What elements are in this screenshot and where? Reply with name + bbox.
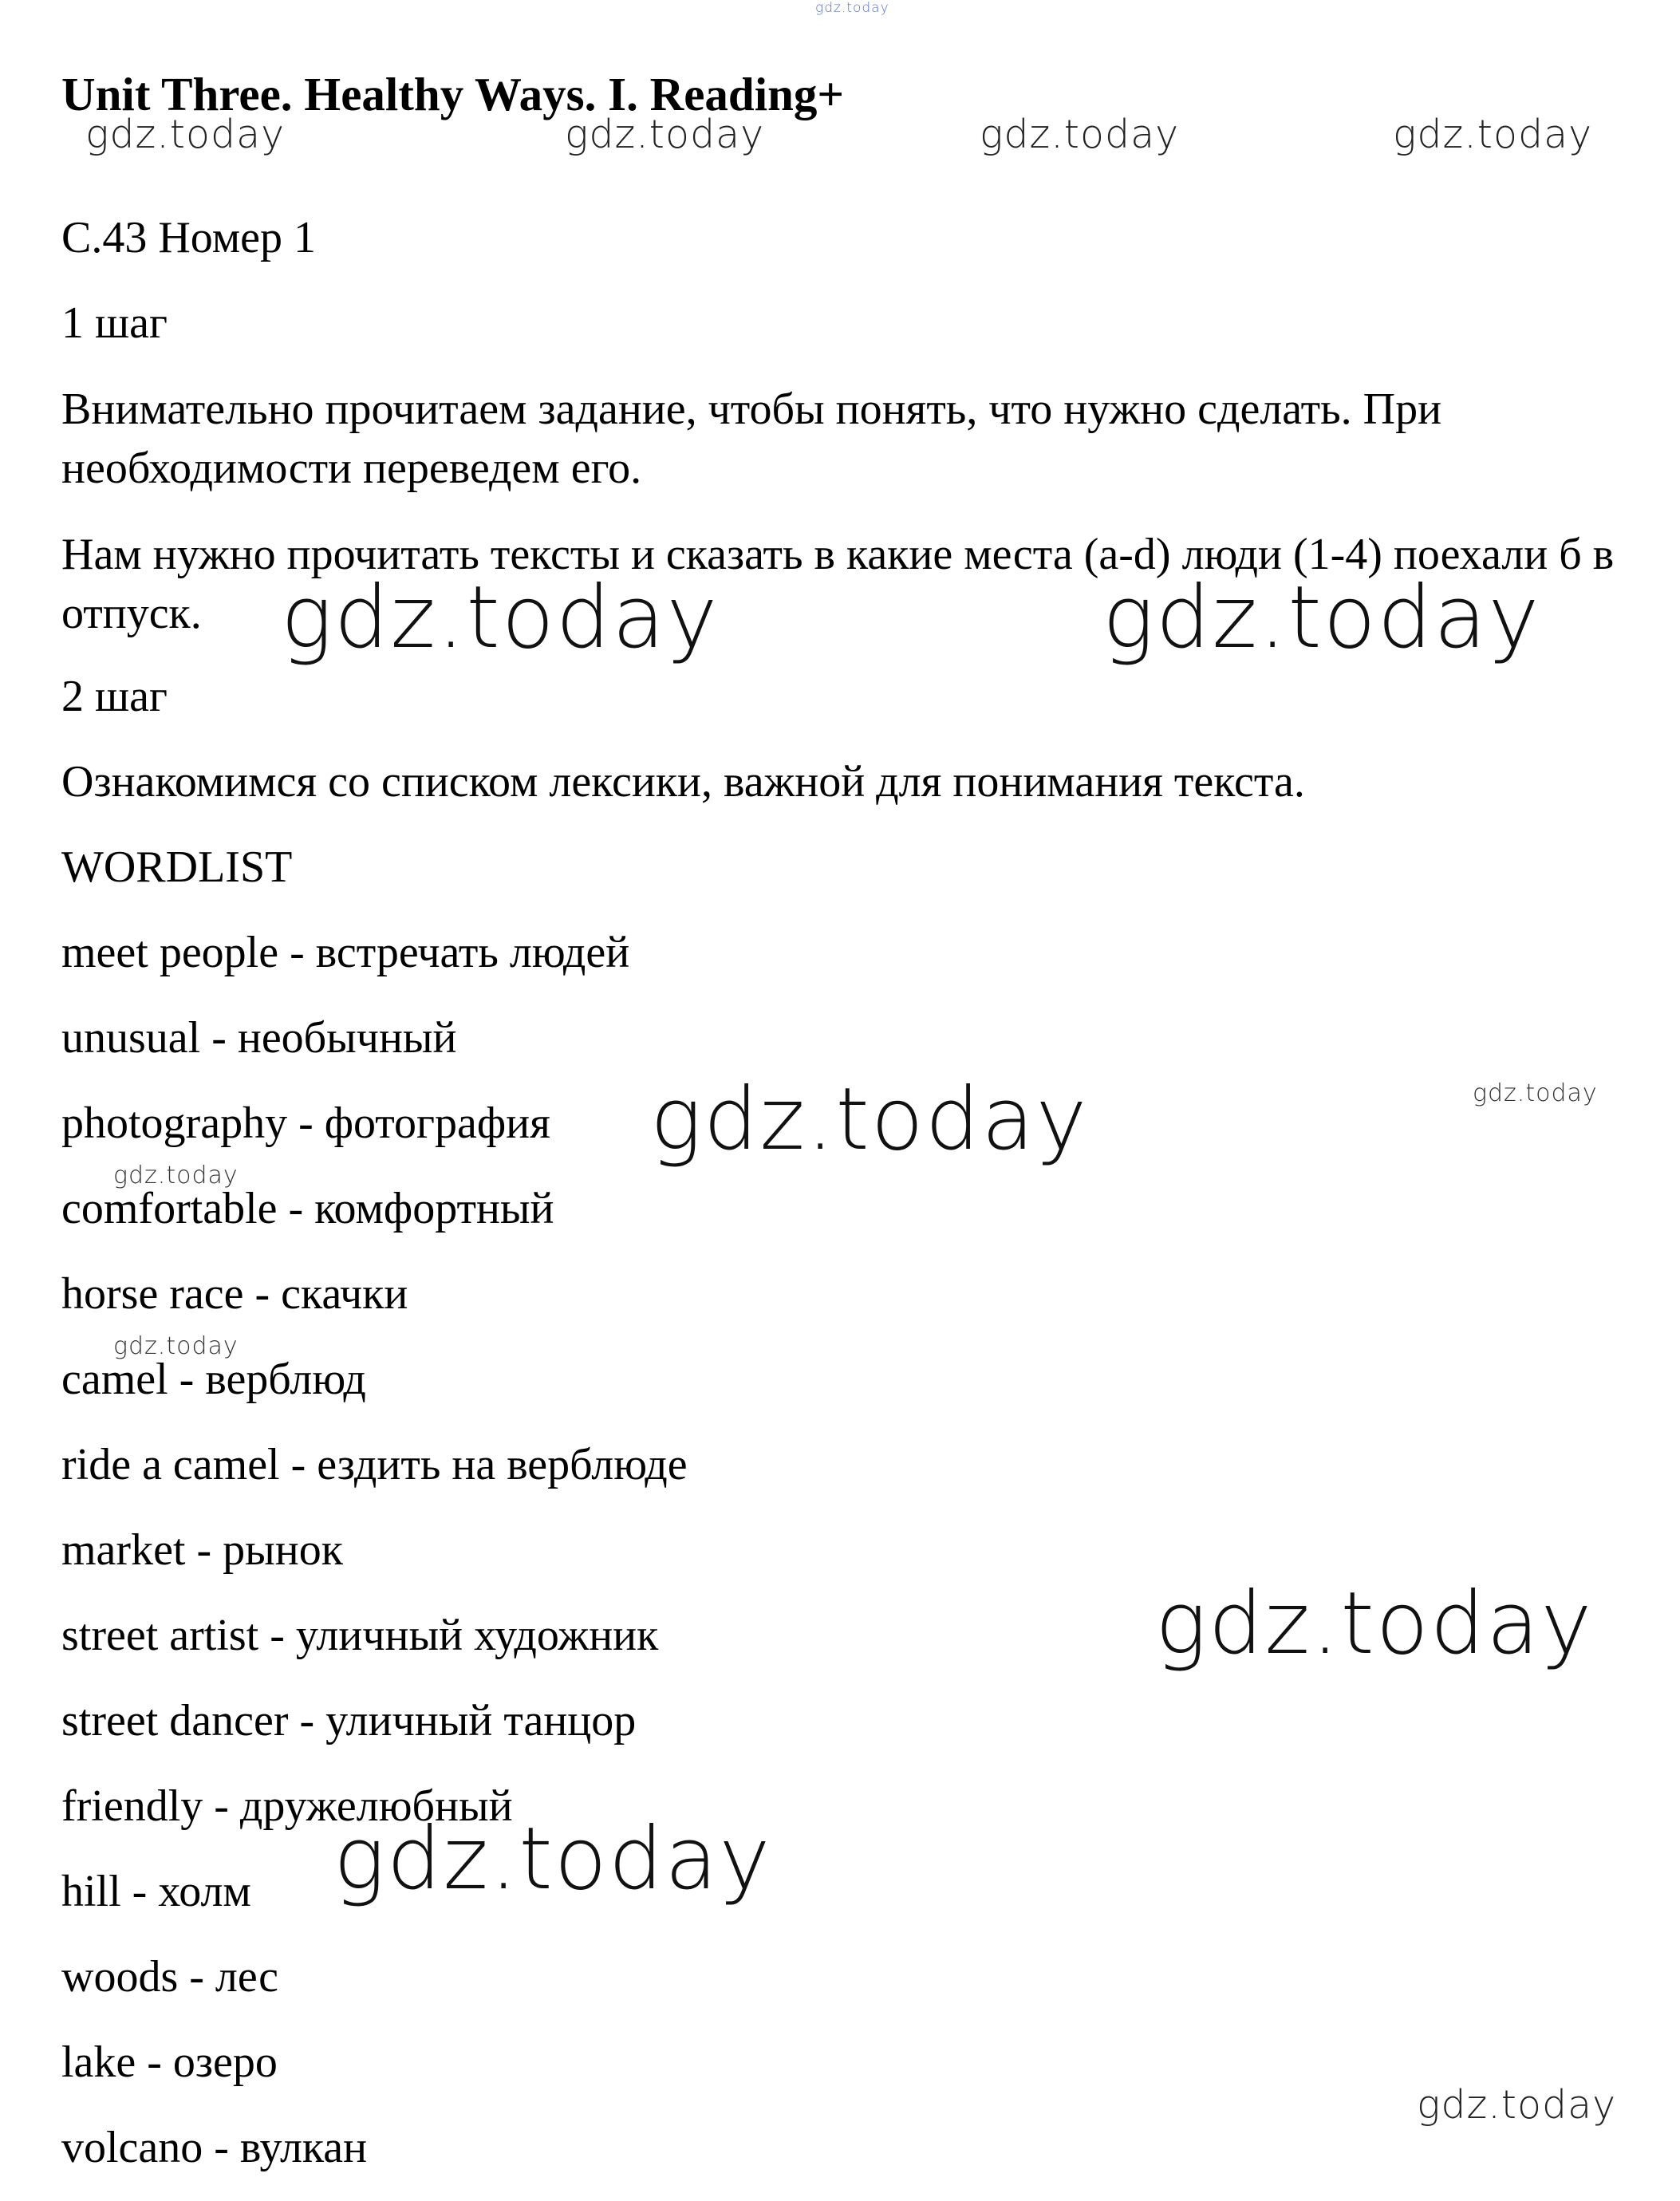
wordlist-item: woods - лес: [61, 1952, 278, 2002]
watermark: gdz.today: [980, 112, 1180, 157]
wordlist-item: unusual - необычный: [61, 1013, 457, 1063]
wordlist-item: market - рынок: [61, 1525, 343, 1575]
watermark: gdz.today: [85, 112, 286, 157]
step-1-label: 1 шаг: [61, 298, 168, 348]
wordlist-item: meet people - встречать людей: [61, 928, 630, 977]
step-1-task-description: Нам нужно прочитать тексты и сказать в какие места (a-d) люди (1-4) поехали б в отпуск.: [61, 530, 1615, 638]
wordlist-item: lake - озеро: [61, 2037, 278, 2087]
watermark: gdz.today: [1417, 2082, 1617, 2128]
watermark: gdz.today: [281, 568, 720, 668]
step-1-paragraph: Внимательно прочитаем задание, чтобы понять, что нужно сделать. При необходимости переведем его.: [61, 385, 1442, 493]
wordlist-item: comfortable - комфортный: [61, 1184, 554, 1233]
watermark: gdz.today: [565, 112, 765, 157]
watermark: gdz.today: [815, 0, 889, 16]
wordlist-item: street dancer - уличный танцор: [61, 1696, 637, 1745]
watermark: gdz.today: [1155, 1574, 1594, 1674]
page-title: Unit Three. Healthy Ways. I. Reading+: [61, 68, 845, 120]
task-reference: С.43 Номер 1: [61, 213, 317, 262]
watermark: gdz.today: [1473, 1079, 1598, 1107]
watermark: gdz.today: [1393, 112, 1593, 157]
wordlist-item: photography - фотография: [61, 1099, 550, 1148]
watermark: gdz.today: [113, 1162, 239, 1189]
watermark: gdz.today: [333, 1809, 772, 1909]
wordlist-item: street artist - уличный художник: [61, 1611, 659, 1660]
wordlist-item: horse race - скачки: [61, 1269, 408, 1319]
watermark: gdz.today: [113, 1332, 239, 1360]
wordlist-heading: WORDLIST: [61, 842, 293, 892]
wordlist-item: camel - верблюд: [61, 1355, 366, 1404]
step-2-label: 2 шаг: [61, 672, 168, 721]
watermark: gdz.today: [650, 1070, 1089, 1170]
wordlist-item: ride a camel - ездить на верблюде: [61, 1440, 688, 1489]
wordlist-item: friendly - дружелюбный: [61, 1781, 513, 1831]
wordlist-item: hill - холм: [61, 1867, 251, 1916]
wordlist-item: volcano - вулкан: [61, 2123, 368, 2172]
watermark: gdz.today: [1102, 568, 1541, 668]
step-2-paragraph: Ознакомимся со списком лексики, важной для понимания текста.: [61, 757, 1305, 807]
